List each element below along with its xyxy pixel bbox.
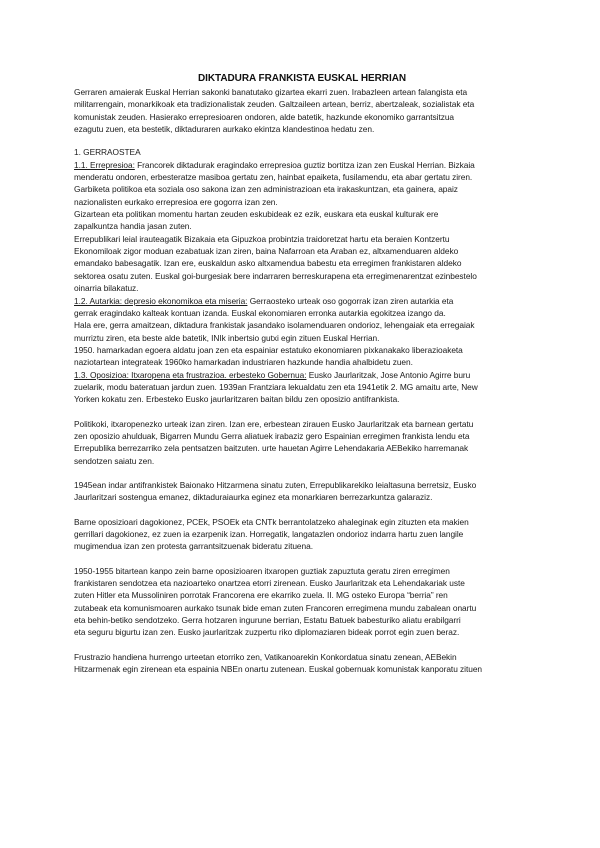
text-line: Barne oposizioari dagokionez, PCEk, PSOEk eta CNTk berrantolatzeko ahaleginak egin zituzten eta makien	[74, 516, 469, 527]
paragraph	[74, 565, 530, 639]
text-line: gerrak eragindako kalteak kontuan izanda. Euskal ekonomiaren erronka autarkia egokitzea izango da.	[74, 307, 446, 318]
paragraph	[74, 479, 530, 504]
document-title: DIKTADURA FRANKISTA EUSKAL HERRIAN	[197, 73, 407, 84]
subsection-label: 1.1. Errepresioa:	[74, 159, 135, 170]
text-line: frankistaren sendotzea eta nazioarteko onartzea etorri zirenean. Eusko Jaurlaritzak eta Lehendakariak uste	[74, 578, 465, 589]
text-line: zuten Hitler eta Mussoliniren porrotak Francorena ere ekarriko zuela. II. MG osteko Europa “berria” ren	[74, 590, 448, 601]
text-line: zen oposizio ahulduak, Bigarren Mundu Gerra aliatuek irabaziz gero Espainian erregimen frankista lendu eta	[74, 430, 470, 441]
text-line: mugimendua izan zen protesta garrantsitzuenak bideratu zituena.	[74, 541, 313, 552]
text-line: Jaurlaritzari sostengua emanez, diktaduraiaurka eginez eta monarkiaren berrezarkuntza galaraziz.	[74, 492, 433, 503]
subsection-label: 1.3. Oposizioa: Itxaropena eta frustrazioa. erbesteko Gobernua:	[74, 369, 307, 380]
text-run: Francorek diktadurak eragindako errepresioa guztiz bortitza izan zen Euskal Herrian. Bizkaia	[134, 159, 475, 170]
paragraph	[74, 651, 530, 676]
text-line: 1950-1955 bitartean kanpo zein barne oposizioaren itxaropen guztiak zapuztuta geratu ziren erregimen	[74, 565, 450, 576]
text-line: menderatu ondoren, erbesteratze masiboa gertatu zen, hainbat epaiketa, fusilamendu, eta abar gertatu ziren.	[74, 172, 473, 183]
text-line: 1945ean indar antifrankistek Baionako Hitzarmena sinatu zuten, Errepublikarekiko leialtasuna berretsiz, Eusko	[74, 479, 477, 490]
text-line: Garbiketa politikoa eta soziala oso sakona izan zen administrazioan eta irakaskuntzan, eta gainera, apaiz	[74, 184, 458, 195]
text-line: Gizartean eta politikan momentu hartan zeuden eskubideak ez ezik, euskara eta euskal kulturak ere	[74, 209, 439, 220]
text-line: ezagutu zuen, eta bestetik, diktaduraren aurkako ekintza klandestinoa hedatu zen.	[74, 124, 375, 135]
text-line: militarrengain, monarkikoak eta tradizionalistak zeuden. Galtzaileen artean, berriz, abertzaleak, sozialistak eta	[74, 99, 475, 110]
paragraph	[74, 516, 530, 553]
intro-paragraph	[74, 86, 530, 135]
text-run: Eusko Jaurlaritzak, Jose Antonio Agirre buru	[306, 369, 471, 380]
text-line: Errepublika berrezarriko zela pentsatzen baitzuten. urte hauetan Agirre Lehendakaria AEBekiko harremanak	[74, 443, 469, 454]
text-line: eta seguru bigurtu izan zen. Eusko jaurlaritzak zuzpertu riko diplomaziaren bideak porrot egin zuen beraz.	[74, 627, 460, 638]
text-line: Politikoki, itxaropenezko urteak izan ziren. Izan ere, erbestean zirauen Eusko Jaurlaritzak eta barnean gertatu	[74, 418, 474, 429]
section-1-3	[74, 369, 530, 406]
text-run: Gerraosteko urteak oso gogorrak izan ziren autarkia eta	[247, 295, 454, 306]
text-line: 1950. hamarkadan egoera aldatu joan zen eta espainiar estatuko ekonomiaren pixkanakako liberazioaketa	[74, 344, 463, 355]
text-line: nazionalisten eurkako errepresioa ere gogorra izan zen.	[74, 196, 278, 207]
text-line: Hitzarmenak egin zirenean eta espainia NBEn onartu zutenean. Euskal gobernuak komunistak kanporatu zituen	[74, 664, 483, 675]
text-line: Hala ere, gerra amaitzean, diktadura frankistak jasandako isolamenduaren ondorioz, lehengaiak eta erregaiak	[74, 320, 475, 331]
text-line: Ekonomiloak zigor moduan ezabatuak izan ziren, baina Nafarroan eta Araban ez, altxamenduaren aldeko	[74, 246, 459, 257]
text-line: murriztu ziren, eta beste alde batetik, INIk inbertsio gutxi egin zituen Euskal Herrian.	[74, 332, 380, 343]
text-line: sendotzen saiatu zen.	[74, 455, 155, 466]
section-1-1	[74, 159, 530, 295]
text-line: emandako babesagatik. Izan ere, euskaldun asko altxamendua babestu eta erregimen frankistaren aldeko	[74, 258, 462, 269]
text-line: komunistak zeuden. Hasierako errepresioaren ondoren, alde batetik, hazkunde ekonomiko garrantsitzua	[74, 111, 455, 122]
section-heading: 1. GERRAOSTEA	[74, 147, 141, 158]
text-line	[74, 295, 530, 307]
text-line: zuelarik, modu bateratuan jardun zuen. 1939an Frantziara lekualdatu zen eta 1941etik 2. MG amaitu arte, New	[74, 381, 478, 392]
text-line: zutabeak eta komunismoaren aurkako tsunak bide eman zuten Francoren erregimena mundu zabalean onartu	[74, 602, 477, 613]
text-line: oinarria bilakatuz.	[74, 283, 139, 294]
section-1-2	[74, 295, 530, 369]
subsection-label: 1.2. Autarkia: depresio ekonomikoa eta miseria:	[74, 295, 248, 306]
text-line: gerrillari dagokionez, ez zuen ia ezarpenik izan. Horregatik, langatazlen ondorioz indarra hartu zuen langile	[74, 529, 464, 539]
text-line	[74, 159, 530, 171]
text-line: Yorken kokatu zen. Erbesteko Eusko jaurlaritzaren baitan bildu zen oposizio antifrankista.	[74, 394, 400, 405]
text-line: Errepublikari leial irauteagatik Bizakaia eta Gipuzkoa probintzia traidoretzat hartu eta beraien Kontzertu	[74, 233, 450, 244]
text-line	[74, 369, 530, 381]
text-line: sektorea osatu zuten. Euskal goi-burgesiak bere indarraren berreskurapena eta erregimenarentzat ezinbestelo	[74, 270, 477, 281]
paragraph	[74, 418, 530, 467]
text-line: Gerraren amaierak Euskal Herrian sakonki banatutako gizartea ekarri zuen. Irabazleen artean falangista eta	[74, 87, 468, 97]
text-line: naziotartean integrateak 1960ko hamarkadan industriaren hazkunde handia ahalbidetu zuen.	[74, 357, 413, 368]
text-line: eta behin-betiko sendotzeko. Gerra hotzaren ingurune berrian, Estatu Batuek babesturiko aliatu erabilgarri	[74, 615, 461, 626]
text-line: Frustrazio handiena hurrengo urteetan etorriko zen, Vatikanoarekin Konkordatua sinatu zenean, AEBekin	[74, 651, 457, 662]
text-line: zapalkuntza handia jasan zuten.	[74, 221, 192, 232]
